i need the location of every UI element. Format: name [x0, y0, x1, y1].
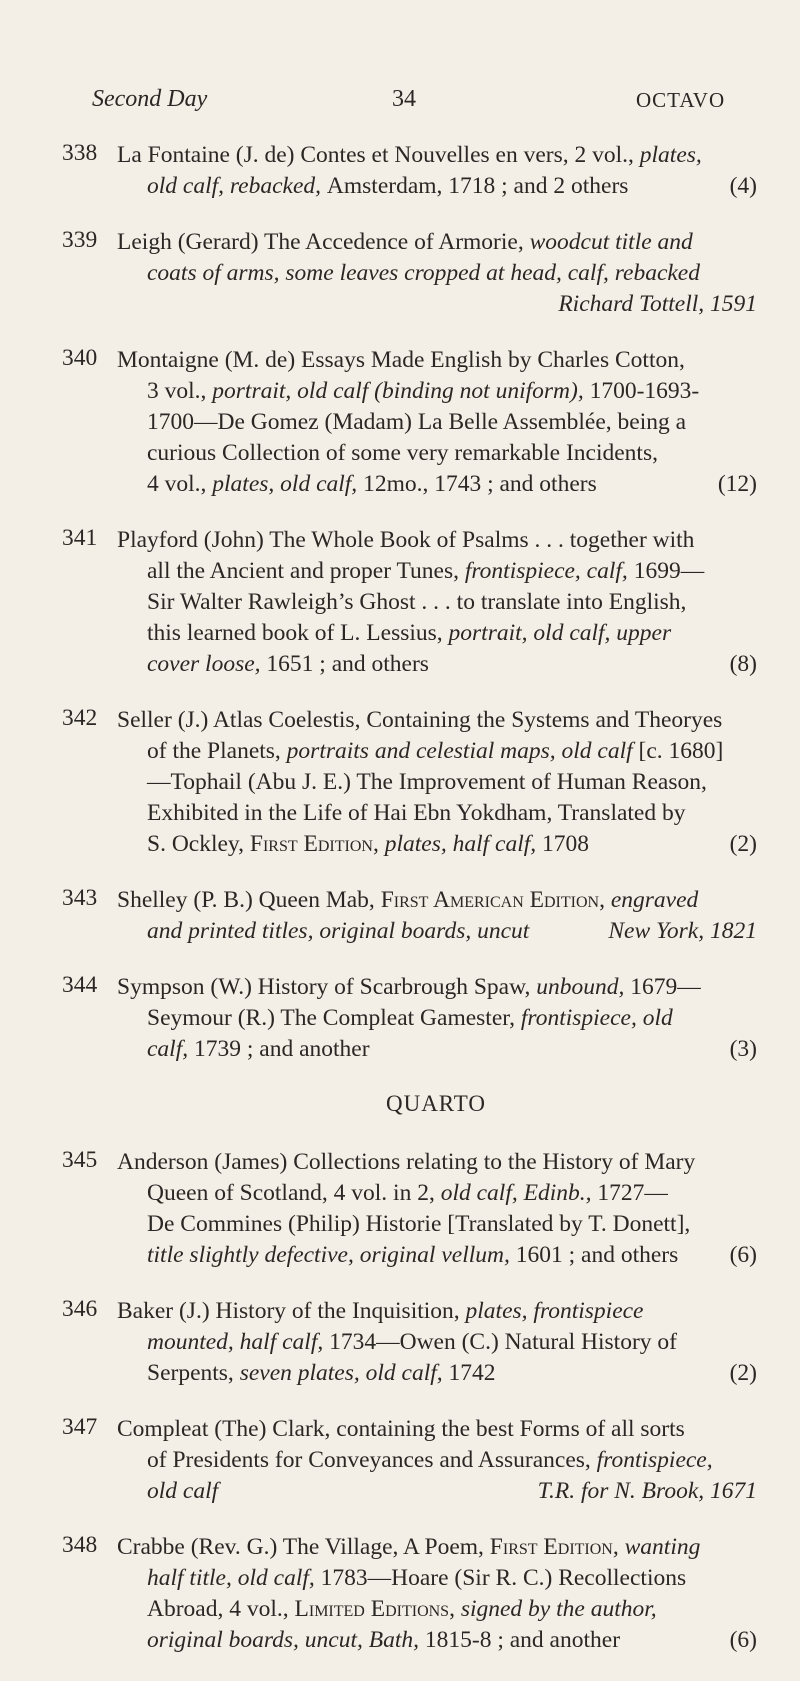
lot-description: Baker (J.) History of the Inquisition, plates, frontispiece mounted, half calf, 1734—Owen (C.) Natural History of Serpents, seven plates, old calf, 1742 (2) — [117, 1296, 757, 1389]
lot-description: Anderson (James) Collections relating to the History of Mary Queen of Scotland, 4 vol. in 2, old calf, Edinb., 1727— De Commines (Philip) Historie [Translated by T. Donett], title slightly defective, original vellum, 1601 ; and others (6) — [117, 1147, 757, 1271]
lot-quantity: (3) — [729, 1036, 757, 1062]
lot-description: La Fontaine (J. de) Contes et Nouvelles en vers, 2 vol., plates, old calf, rebacked, Amsterdam, 1718 ; and 2 others (4) — [117, 140, 757, 202]
lot-quantity: (8) — [729, 651, 757, 677]
lot-description: Seller (J.) Atlas Coelestis, Containing the Systems and Theoryes of the Planets, portraits and celestial maps, old calf [c. 1680] —Tophail (Abu J. E.) The Improvement of Human Reason, Exhibited in the Life of Hai Ebn Yokdham, Translated by S. Ockley, First Edition, plates, half calf, 1708 (2) — [117, 705, 757, 860]
lot-number: 340 — [62, 345, 98, 371]
lot-description: Playford (John) The Whole Book of Psalms . . . together with all the Ancient and proper Tunes, frontispiece, calf, 1699— Sir Walter Rawleigh’s Ghost . . . to translate into English, this learned book of L. Lessius, portrait, old calf, upper cover loose, 1651 ; and others (8) — [117, 525, 757, 680]
lot-description: Montaigne (M. de) Essays Made English by Charles Cotton, 3 vol., portrait, old calf (binding not uniform), 1700-1693- 1700—De Gomez (Madam) La Belle Assemblée, being a curious Collection of some very remarkable Incidents, 4 vol., plates, old calf, 12mo., 1743 ; and others (12) — [117, 345, 757, 500]
lot-description: Crabbe (Rev. G.) The Village, A Poem, First Edition, wanting half title, old calf, 1783—Hoare (Sir R. C.) Recollections Abroad, 4 vol., Limited Editions, signed by the author, original boards, uncut, Bath, 1815-8 ; and another (6) — [117, 1532, 757, 1656]
lot-number: 341 — [62, 525, 98, 551]
lot-346 — [0, 1296, 800, 1389]
lot-description: Leigh (Gerard) The Accedence of Armorie, woodcut title and coats of arms, some leaves cropped at head, calf, rebacked Richard Tottell, 1591 — [117, 229, 757, 317]
lot-344 — [0, 972, 800, 1065]
lot-number: 346 — [62, 1296, 98, 1322]
lot-number: 345 — [62, 1147, 98, 1173]
lot-348 — [0, 1532, 800, 1656]
header-format: OCTAVO — [636, 88, 726, 112]
lot-number: 338 — [62, 140, 98, 166]
lot-340 — [0, 345, 800, 500]
lot-339 — [0, 227, 800, 320]
lot-description: Compleat (The) Clark, containing the best Forms of all sorts of Presidents for Conveyances and Assurances, frontispiece, old calf T.R. for N. Brook, 1671 — [117, 1416, 757, 1504]
lot-341 — [0, 525, 800, 680]
lot-345 — [0, 1147, 800, 1271]
lot-number: 343 — [62, 885, 98, 911]
lot-description: Sympson (W.) History of Scarbrough Spaw, unbound, 1679— Seymour (R.) The Compleat Gamester, frontispiece, old calf, 1739 ; and another (3) — [117, 972, 757, 1065]
lot-342 — [0, 705, 800, 860]
lot-number: 347 — [62, 1414, 98, 1440]
lot-quantity: (2) — [729, 1360, 757, 1386]
lot-number: 339 — [62, 227, 98, 253]
lot-number: 348 — [62, 1532, 98, 1558]
lot-quantity: (4) — [729, 173, 757, 199]
lot-number: 344 — [62, 972, 98, 998]
lot-347 — [0, 1414, 800, 1507]
section-heading-quarto: QUARTO — [385, 1091, 487, 1116]
header-day: Second Day — [92, 86, 208, 112]
lot-quantity: (2) — [729, 831, 757, 857]
lot-list — [0, 140, 800, 1681]
lot-number: 342 — [62, 705, 98, 731]
lot-quantity: (6) — [729, 1627, 757, 1653]
lot-quantity: (6) — [729, 1242, 757, 1268]
lot-343 — [0, 885, 800, 947]
lot-338 — [0, 140, 800, 202]
lot-quantity: (12) — [717, 471, 757, 497]
page-number: 34 — [392, 86, 416, 112]
page-header — [0, 86, 800, 126]
lot-description: Shelley (P. B.) Queen Mab, First American Edition, engraved and printed titles, original boards, uncut New York, 1821 — [117, 887, 757, 944]
